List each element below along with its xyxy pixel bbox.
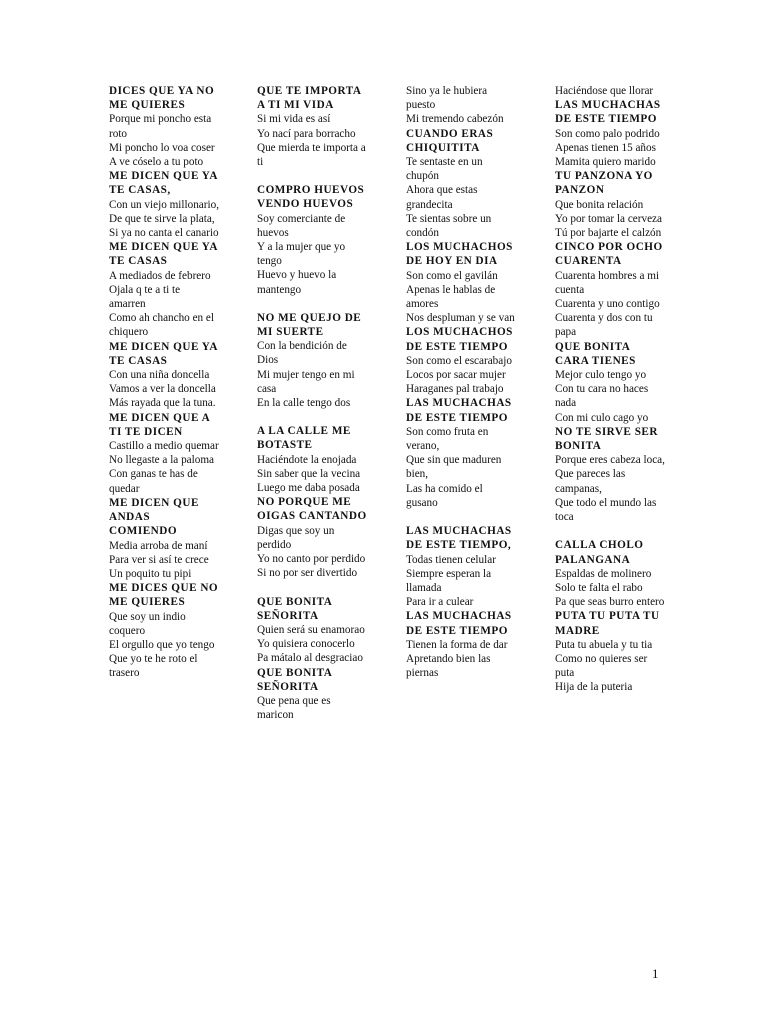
verse-line: Cuarenta hombres a mi cuenta (555, 269, 660, 296)
verse-line: Y a la mujer que yo tengo (257, 241, 346, 268)
verse-line: Sino ya le hubiera puesto (406, 85, 488, 112)
verse-line: Huevo y huevo la mantengo (257, 269, 337, 296)
verse-line: Sin saber que la vecina (257, 467, 361, 480)
verse-line: Si ya no canta el canario (109, 227, 219, 240)
verse-heading: LAS MUCHACHAS DE ESTE TIEMPO (555, 99, 661, 126)
verse-heading: QUE TE IMPORTA A TI MI VIDA (257, 85, 361, 112)
verse-line: Cuarenta y uno contigo (555, 298, 660, 311)
verse-line: Castillo a medio quemar (109, 440, 219, 453)
verse-line: Pa que seas burro entero (555, 596, 665, 609)
page-number: 1 (652, 966, 659, 981)
verse-line: Que todo el mundo las toca (555, 496, 657, 524)
verse-line: Un poquito tu pipi (109, 567, 192, 580)
verse-line: En la calle tengo dos (257, 397, 351, 410)
verse-line: Yo nací para borracho (257, 127, 356, 140)
verse-line: Apenas tienen 15 años (555, 141, 656, 154)
verse-line: Puta tu abuela y tu tia (555, 638, 653, 651)
verse-line: Media arroba de maní (109, 539, 208, 552)
verse-line: Que pena que es maricon (257, 694, 331, 722)
stanza-gap (257, 581, 367, 595)
verse-line: Como ah chancho en el chiquero (109, 312, 215, 339)
verse-heading: ME DICES QUE NO ME QUIERES (109, 582, 219, 609)
verse-heading: TU PANZONA YO PANZON (555, 170, 653, 197)
verse-heading: DICES QUE YA NO ME QUIERES (109, 85, 215, 112)
verse-line: A ve cóselo a tu poto (109, 156, 204, 169)
verse-heading: ME DICEN QUE ANDAS COMIENDO (109, 496, 199, 538)
verse-line: Con un viejo millonario, (109, 198, 220, 211)
verse-heading: QUE BONITA SEÑORITA (257, 595, 332, 622)
verse-line: Que sin que maduren bien, (406, 454, 502, 481)
verse-line: Que pareces las campanas, (555, 468, 626, 495)
verse-heading: NO ME QUEJO DE MI SUERTE (257, 311, 362, 339)
verse-heading: PUTA TU PUTA TU MADRE (555, 610, 660, 637)
verse-heading: NO PORQUE ME OIGAS CANTANDO (257, 496, 367, 523)
verse-line: Que yo te he roto el trasero (109, 653, 198, 680)
verse-line: Con una niña doncella (109, 369, 210, 382)
verse-line: Haciéndote la enojada (257, 453, 357, 466)
verse-line: Con mi culo cago yo (555, 411, 649, 424)
verse-line: Quien será su enamorao (257, 623, 365, 636)
verse-line: Vamos a ver la doncella (109, 383, 216, 396)
verse-heading: COMPRO HUEVOS VENDO HUEVOS (257, 184, 365, 211)
verse-line: Porque mi poncho esta roto (109, 113, 212, 140)
verse-line: Haciéndose que llorar (555, 85, 654, 97)
verse-heading: CINCO POR OCHO CUARENTA (555, 241, 663, 268)
verse-heading: LAS MUCHACHAS DE ESTE TIEMPO, (406, 525, 512, 552)
verse-line: Apenas le hablas de amores (406, 283, 496, 311)
verse-line: Yo por tomar la cerveza (555, 212, 662, 225)
verse-line: Te sientas sobre un condón (406, 212, 492, 240)
verse-line: Mi tremendo cabezón (406, 113, 504, 126)
verse-heading: A LA CALLE ME BOTASTE (257, 425, 351, 452)
verse-line: Yo no canto por perdido (257, 553, 366, 566)
verse-heading: LAS MUCHACHAS DE ESTE TIEMPO (406, 397, 512, 424)
verse-heading: ME DICEN QUE YA TE CASAS (109, 340, 218, 367)
verse-line: Con tu cara no haces nada (555, 383, 649, 410)
text-column-2 (257, 84, 367, 722)
verse-line: Las ha comido el gusano (406, 482, 483, 509)
verse-line: Son como el gavilán (406, 269, 498, 282)
verse-line: A mediados de febrero (109, 269, 211, 282)
verse-line: Tú por bajarte el calzón (555, 227, 662, 240)
verse-line: Nos despluman y se van (406, 312, 515, 325)
verse-heading: ME DICEN QUE YA TE CASAS (109, 241, 218, 268)
verse-line: El orgullo que yo tengo (109, 638, 215, 651)
verse-line: Como no quieres ser puta (555, 652, 648, 680)
verse-line: Cuarenta y dos con tu papa (555, 312, 653, 339)
verse-line: Que mierda te importa a ti (257, 141, 366, 169)
stanza-gap (257, 410, 367, 424)
verse-line: Locos por sacar mujer (406, 369, 506, 382)
verse-line: Todas tienen celular (406, 553, 496, 566)
stanza-gap (555, 524, 665, 538)
verse-line: Apretando bien las piernas (406, 652, 491, 680)
verse-heading: ME DICEN QUE A TI TE DICEN (109, 411, 210, 438)
verse-line: Que soy un indio coquero (109, 610, 186, 637)
verse-line: Con la bendición de Dios (257, 340, 347, 367)
verse-line: Ojala q te a ti te amarren (109, 283, 181, 311)
verse-line: Haraganes pal trabajo (406, 383, 504, 396)
verse-heading: CALLA CHOLO PALANGANA (555, 539, 644, 566)
verse-line: Mi mujer tengo en mi casa (257, 368, 355, 395)
verse-line: Te sentaste en un chupón (406, 156, 483, 183)
verse-line: Mamita quiero marido (555, 156, 656, 169)
verse-line: Si mi vida es así (257, 113, 331, 126)
verse-line: Para ver si así te crece (109, 553, 209, 566)
verse-line: Luego me daba posada (257, 482, 360, 495)
text-column-4 (555, 84, 665, 695)
verse-line: Hija de la puteria (555, 681, 633, 694)
verse-line: Soy comerciante de huevos (257, 212, 346, 239)
verse-line: Más rayada que la tuna. (109, 397, 216, 410)
verse-line: No llegaste a la paloma (109, 454, 214, 467)
verse-heading: LOS MUCHACHOS DE HOY EN DIA (406, 241, 513, 268)
verse-line: Con ganas te has de quedar (109, 468, 198, 495)
verse-heading: LAS MUCHACHAS DE ESTE TIEMPO (406, 610, 512, 637)
verse-line: Son como palo podrido (555, 127, 660, 140)
verse-heading: QUE BONITA SEÑORITA (257, 666, 332, 693)
verse-line: Pa mátalo al desgraciao (257, 652, 363, 665)
verse-heading: CUANDO ERAS CHIQUITITA (406, 127, 494, 154)
verse-line: Espaldas de molinero (555, 567, 652, 580)
text-column-3 (406, 84, 516, 680)
stanza-gap (257, 169, 367, 183)
verse-heading: ME DICEN QUE YA TE CASAS, (109, 170, 218, 197)
verse-line: Son como el escarabajo (406, 354, 512, 367)
verse-line: De que te sirve la plata, (109, 212, 215, 225)
verse-heading: LOS MUCHACHOS DE ESTE TIEMPO (406, 326, 513, 353)
stanza-gap (257, 297, 367, 311)
verse-heading: NO TE SIRVE SER BONITA (555, 425, 658, 453)
stanza-gap (406, 510, 516, 524)
verse-line: Siempre esperan la llamada (406, 567, 492, 594)
verse-line: Mejor culo tengo yo (555, 369, 647, 382)
verse-line: Son como fruta en verano, (406, 425, 489, 453)
verse-line: Mi poncho lo voa coser (109, 141, 215, 154)
verse-line: Porque eres cabeza loca, (555, 454, 665, 467)
verse-heading: QUE BONITA CARA TIENES (555, 340, 636, 367)
verse-line: Digas que soy un perdido (257, 524, 335, 551)
text-column-1 (109, 84, 219, 681)
verse-line: Solo te falta el rabo (555, 581, 643, 594)
verse-line: Que bonita relación (555, 198, 644, 211)
verse-line: Yo quisiera conocerlo (257, 638, 355, 651)
verse-line: Si no por ser divertido (257, 567, 358, 580)
verse-line: Tienen la forma de dar (406, 638, 508, 651)
verse-line: Ahora que estas grandecita (406, 184, 478, 211)
verse-line: Para ir a culear (406, 596, 474, 609)
